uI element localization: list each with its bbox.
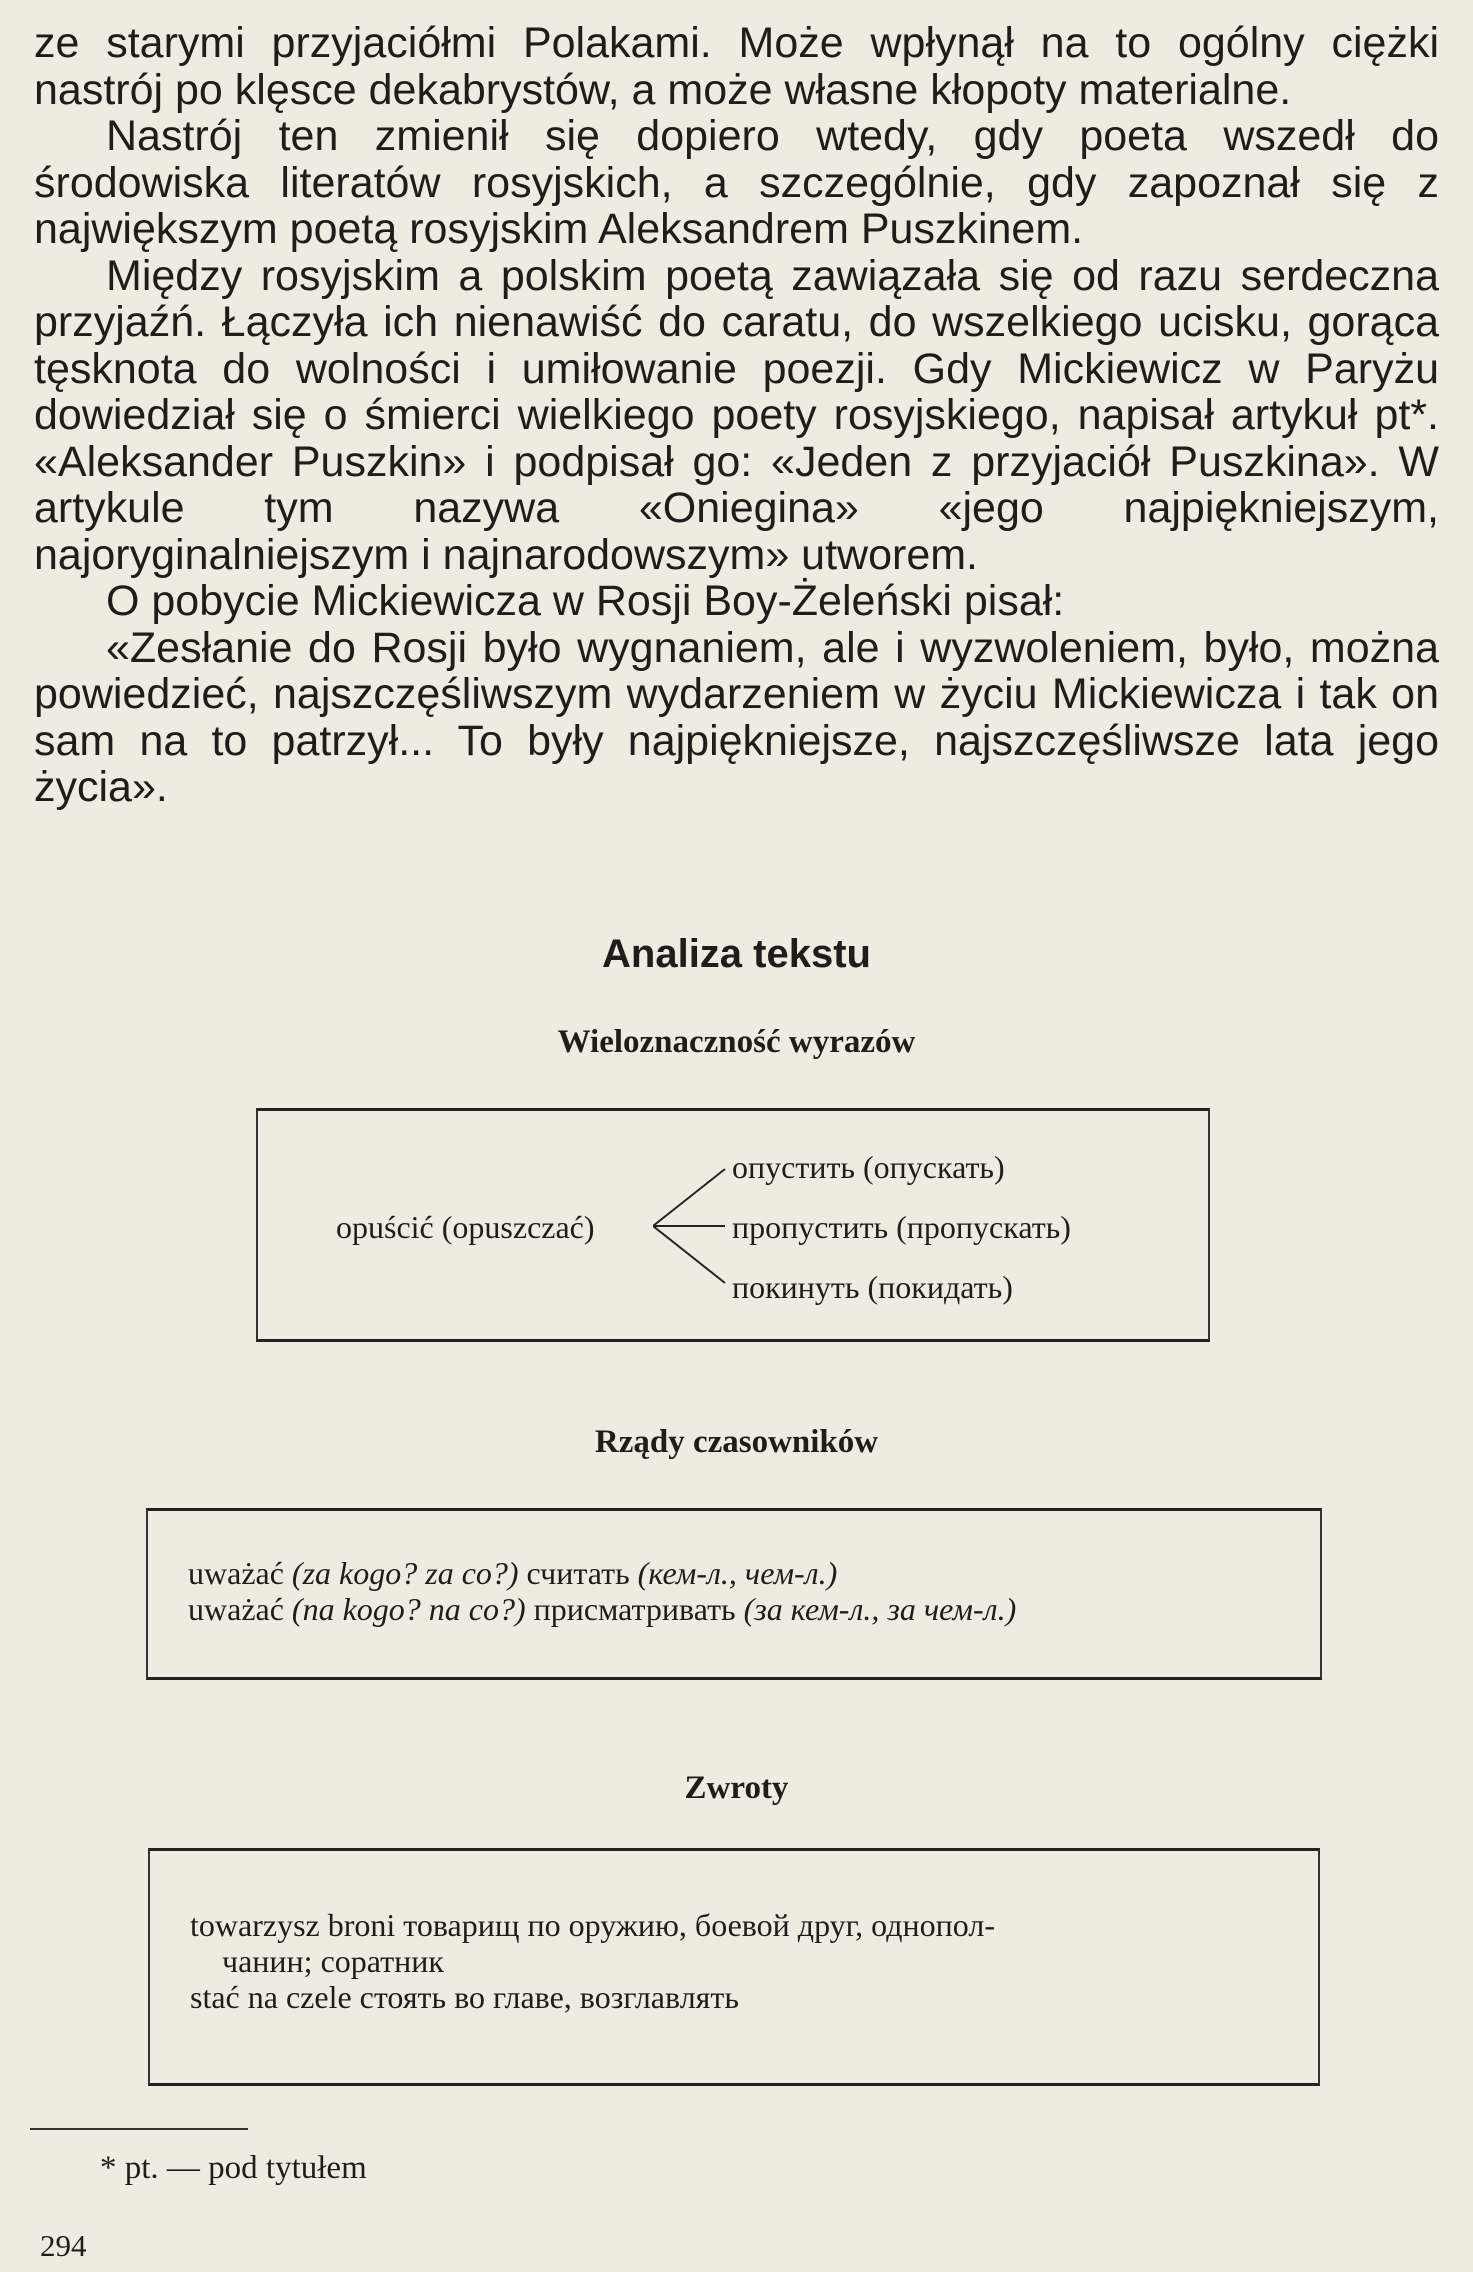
government-line <box>188 1555 837 1591</box>
paragraph: «Zesłanie do Rosji było wygnaniem, ale i wyzwoleniem, było, można powiedzieć, najszczęśliwszym wydarzeniem w życiu Mickiewicza i tak on sam na to patrzył... To były najpiękniejsze, najszczęśliwsze lata jego życia». <box>34 623 1439 811</box>
verb: uważać <box>188 1555 284 1591</box>
verb: uważać <box>188 1591 284 1627</box>
translation: считать <box>526 1555 630 1591</box>
footnote-rule <box>30 2128 248 2130</box>
case-question: (za kogo? za co?) <box>291 1555 519 1591</box>
government-title: Rządy czasowników <box>594 1424 879 1460</box>
polysemy-meaning: опустить (опускать) <box>732 1149 1005 1185</box>
polysemy-title: Wieloznaczność wyrazów <box>557 1024 916 1060</box>
paragraph: Nastrój ten zmienił się dopiero wtedy, gdy poeta wszedł do środowiska literatów rosyjskich, a szczególnie, gdy zapoznał się z największym poetą rosyjskim Aleksandrem Puszkinem. <box>34 112 1439 253</box>
translation: присматривать <box>533 1591 736 1627</box>
polysemy-meaning: пропустить (пропускать) <box>732 1209 1071 1245</box>
government-box <box>146 1508 1322 1680</box>
polysemy-box <box>256 1108 1210 1342</box>
phrase-line: towarzysz broni товарищ по оружию, боевой друг, однопол- <box>190 1907 995 1943</box>
phrase-line: stać na czele стоять во главе, возглавлять <box>190 1979 739 2015</box>
section-title: Analiza tekstu <box>602 932 871 976</box>
phrases-title: Zwroty <box>684 1770 789 1806</box>
paragraph: Między rosyjskim a polskim poetą zawiązała się od razu serdeczna przyjaźń. Łączyła ich nienawiść do caratu, do wszelkiego ucisku, gorąca tęsknota do wolności i umiłowanie poezji. Gdy Mickiewicz w Paryżu dowiedział się o śmierci wielkiego poety rosyjskiego, napisał artykuł pt*. «Aleksander Puszkin» i podpisał go: «Jeden z przyjaciół Puszkina». W artykule tym nazywa «Oniegina» «jego najpiękniejszym, najoryginalniejszym i najnarodowszym» utworem. <box>34 251 1439 579</box>
russian-case: (за кем-л., за чем-л.) <box>743 1591 1017 1627</box>
paragraph: O pobycie Mickiewicza w Rosji Boy-Żeleński pisał: <box>106 577 1065 625</box>
case-question: (na kogo? na co?) <box>291 1591 526 1627</box>
government-line <box>188 1591 1016 1627</box>
footnote: * pt. — pod tytułem <box>100 2150 367 2186</box>
paragraph: ze starymi przyjaciółmi Polakami. Może wpłynął na to ogólny ciężki nastrój po klęsce dekabrystów, a może własne kłopoty materialne. <box>34 19 1439 114</box>
branch-lines <box>653 1161 733 1291</box>
polysemy-word: opuścić (opuszczać) <box>336 1209 595 1245</box>
polysemy-meaning: покинуть (покидать) <box>732 1269 1013 1305</box>
phrase-line: чанин; соратник <box>222 1943 444 1979</box>
body-text <box>34 20 1439 811</box>
page-number: 294 <box>40 2228 87 2263</box>
phrases-box <box>148 1848 1320 2086</box>
russian-case: (кем-л., чем-л.) <box>637 1555 838 1591</box>
